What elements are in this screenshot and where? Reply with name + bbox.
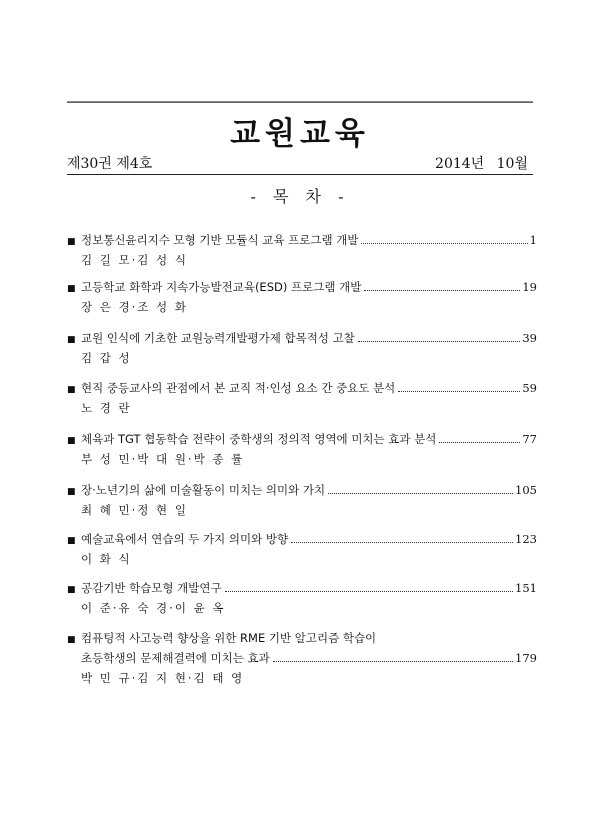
bullet-icon: ■	[67, 335, 76, 345]
article-title[interactable]: 현직 중등교사의 관점에서 본 교직 적·인성 요소 간 중요도 분석	[81, 381, 396, 395]
dot-leader	[225, 591, 513, 592]
article-authors: 이 화 식	[81, 552, 132, 566]
article-title[interactable]: 장·노년기의 삶에 미술활동이 미치는 의미와 가치	[81, 483, 326, 497]
article-title[interactable]: 체육과 TGT 협동학습 전략이 중학생의 정의적 영역에 미치는 효과 분석	[81, 432, 437, 446]
dot-leader	[364, 290, 520, 291]
page-number: 151	[515, 581, 537, 595]
article-title[interactable]: 공감기반 학습모형 개발연구	[81, 581, 222, 595]
bullet-icon: ■	[67, 237, 76, 247]
dot-leader	[291, 542, 513, 543]
article-authors: 김 길 모·김 성 식	[81, 253, 188, 267]
article-authors: 부 성 민·박 대 원·박 종 률	[81, 452, 245, 466]
bullet-icon: ■	[67, 487, 76, 497]
article-authors: 김 갑 성	[81, 351, 132, 365]
top-rule	[67, 101, 533, 103]
toc-entry[interactable]	[67, 279, 537, 317]
bullet-icon: ■	[67, 585, 76, 595]
toc-entry[interactable]	[67, 431, 537, 469]
page-number: 105	[515, 483, 537, 497]
page-number: 77	[522, 432, 537, 446]
article-authors: 이 준·유 숙 경·이 윤 옥	[81, 601, 226, 615]
article-title[interactable]: 예술교육에서 연습의 두 가지 의미와 방향	[81, 532, 289, 546]
page-number: 19	[522, 280, 537, 294]
page-number: 39	[522, 331, 537, 345]
article-authors: 박 민 규·김 지 현·김 태 영	[81, 671, 245, 685]
page-number: 179	[515, 651, 537, 665]
toc-entry[interactable]	[67, 630, 537, 688]
article-authors: 장 은 경·조 성 화	[81, 300, 188, 314]
toc-entry[interactable]	[67, 580, 537, 618]
toc-entry[interactable]	[67, 232, 537, 270]
article-title-continued[interactable]: 초등학생의 문제해결력에 미치는 효과	[81, 651, 270, 665]
toc-entry[interactable]	[67, 482, 537, 520]
bullet-icon: ■	[67, 436, 76, 446]
article-title[interactable]: 컴퓨팅적 사고능력 향상을 위한 RME 기반 알고리즘 학습이	[81, 631, 377, 645]
issue-date: 2014년 10월	[435, 156, 528, 172]
journal-title: 교원교육	[230, 116, 370, 152]
bullet-icon: ■	[67, 385, 76, 395]
page-number: 59	[522, 381, 537, 395]
dot-leader	[361, 243, 527, 244]
bullet-icon: ■	[67, 536, 76, 546]
bullet-icon: ■	[67, 284, 76, 294]
dot-leader	[273, 661, 513, 662]
article-title[interactable]: 고등학교 화학과 지속가능발전교육(ESD) 프로그램 개발	[81, 280, 362, 294]
article-title[interactable]: 교원 인식에 기초한 교원능력개발평가제 합목적성 고찰	[81, 331, 355, 345]
page-number: 123	[515, 532, 537, 546]
toc-entry[interactable]	[67, 380, 537, 418]
article-authors: 노 경 란	[81, 401, 132, 415]
article-authors: 최 혜 민·정 현 일	[81, 503, 188, 517]
toc-heading: - 목 차 -	[250, 187, 350, 206]
page-number: 1	[529, 233, 537, 247]
dot-leader	[439, 442, 520, 443]
dot-leader	[328, 493, 513, 494]
article-title[interactable]: 정보통신윤리지수 모형 기반 모듈식 교육 프로그램 개발	[81, 233, 359, 247]
dot-leader	[398, 391, 520, 392]
header-rule	[67, 174, 533, 175]
bullet-icon: ■	[67, 635, 76, 645]
toc-entry[interactable]	[67, 330, 537, 368]
volume-issue: 제30권 제4호	[67, 156, 153, 172]
dot-leader	[358, 341, 521, 342]
toc-entry[interactable]	[67, 531, 537, 569]
